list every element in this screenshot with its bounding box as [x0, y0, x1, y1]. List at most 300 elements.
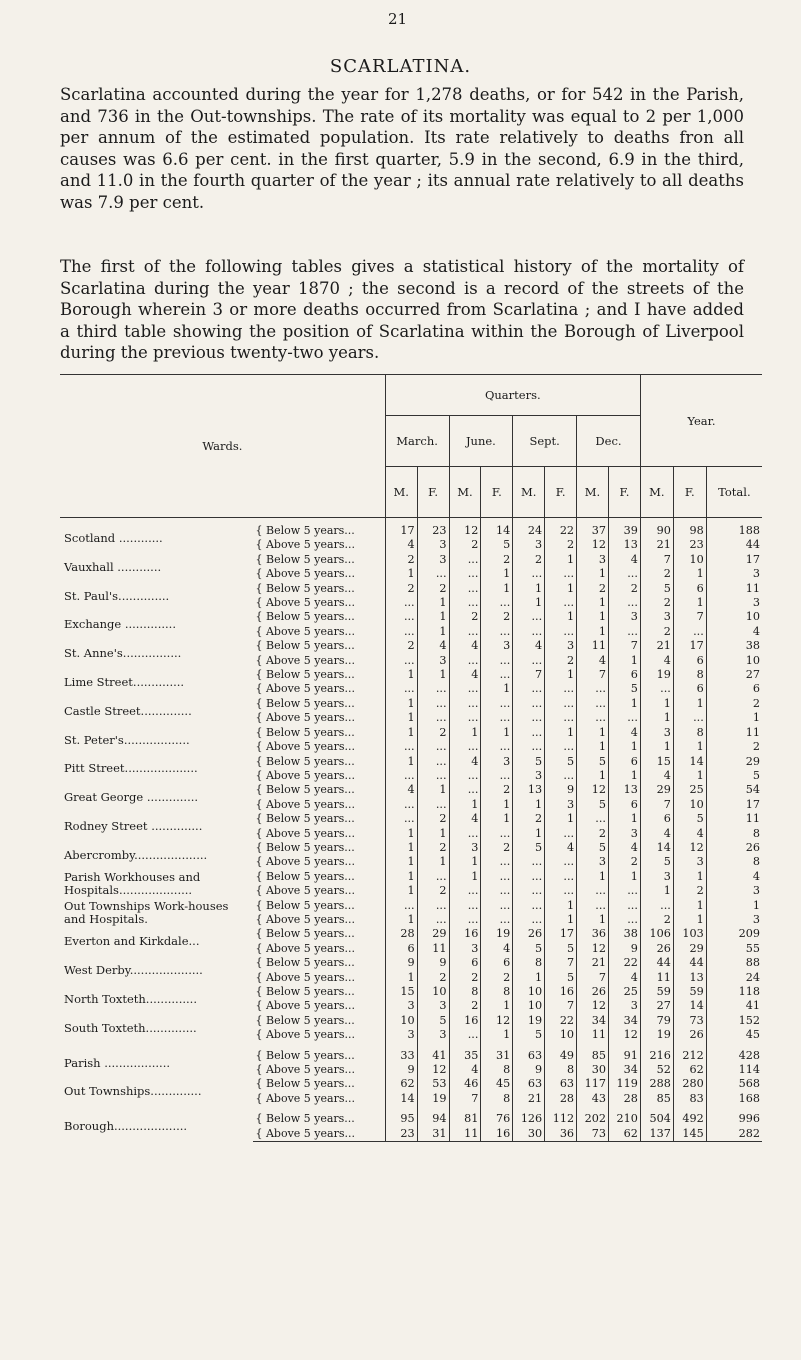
table-cell: 8 [449, 985, 481, 999]
age-label: { Below 5 years... [255, 725, 355, 739]
ward-name: Borough.................... [64, 1119, 188, 1134]
table-cell: 4 [449, 1063, 481, 1077]
age-label: { Below 5 years... [255, 812, 355, 826]
table-cell: ... [577, 682, 609, 696]
table-cell: 5 [608, 682, 640, 696]
table-cell: ... [385, 899, 417, 913]
table-cell: 24 [706, 971, 762, 985]
table-cell: 3 [608, 999, 640, 1013]
table-cell: 1 [385, 971, 417, 985]
table-cell: 1 [640, 697, 673, 711]
table-cell: 59 [673, 985, 706, 999]
table-row [60, 755, 762, 769]
table-cell: 1 [673, 596, 706, 610]
table-cell: 3 [385, 999, 417, 1013]
table-cell: 4 [449, 639, 481, 653]
ward-name: Parish .................. [64, 1055, 171, 1070]
table-cell: 34 [608, 1014, 640, 1028]
table-cell: 1 [706, 711, 762, 725]
table-cell: ... [640, 682, 673, 696]
ward-name: Scotland ............ [64, 530, 163, 545]
table-cell: 8 [481, 1092, 513, 1106]
table-cell: 12 [577, 783, 609, 797]
table-cell: ... [449, 567, 481, 581]
table-cell: ... [608, 596, 640, 610]
table-cell: 25 [673, 783, 706, 797]
table-cell: 103 [673, 927, 706, 941]
table-cell: 1 [577, 726, 609, 740]
table-cell: 1 [673, 567, 706, 581]
table-cell: ... [545, 884, 577, 898]
table-cell: 1 [608, 654, 640, 668]
table-cell: 53 [417, 1077, 449, 1091]
table-cell: 1 [673, 899, 706, 913]
table-cell: 2 [640, 913, 673, 927]
table-cell: ... [449, 654, 481, 668]
table-cell: ... [449, 769, 481, 783]
age-label: { Below 5 years... [255, 610, 355, 624]
m-col-header: M. [385, 467, 417, 518]
table-cell: 3 [673, 855, 706, 869]
table-cell: ... [513, 855, 545, 869]
table-cell: 2 [706, 740, 762, 754]
table-cell: 31 [417, 1127, 449, 1142]
quarters-header: Quarters. [385, 375, 640, 416]
table-cell: 37 [577, 524, 609, 538]
age-label: { Above 5 years... [255, 1091, 355, 1105]
table-cell: 1 [417, 827, 449, 841]
table-cell: 2 [449, 610, 481, 624]
table-cell: 2 [545, 538, 577, 552]
table-cell: 1 [608, 812, 640, 826]
table-cell: ... [513, 567, 545, 581]
age-label: { Above 5 years... [255, 1028, 355, 1042]
table-cell: ... [417, 711, 449, 725]
table-cell: 1 [577, 740, 609, 754]
table-cell: 1 [449, 726, 481, 740]
table-cell: 29 [673, 942, 706, 956]
table-cell: 17 [706, 553, 762, 567]
table-cell: 12 [673, 841, 706, 855]
table-cell: ... [481, 697, 513, 711]
table-cell: 4 [640, 827, 673, 841]
table-cell: 1 [481, 582, 513, 596]
table-row [60, 1014, 762, 1028]
table-cell: 7 [673, 610, 706, 624]
age-label: { Below 5 years... [255, 581, 355, 595]
table-cell: ... [385, 798, 417, 812]
table-cell: ... [481, 711, 513, 725]
age-label: { Above 5 years... [255, 653, 355, 667]
age-label: { Below 5 years... [255, 927, 355, 941]
table-cell: ... [449, 711, 481, 725]
age-label: { Above 5 years... [255, 567, 355, 581]
table-cell: 2 [577, 827, 609, 841]
table-cell: 49 [545, 1049, 577, 1063]
table-cell: 428 [706, 1049, 762, 1063]
table-cell: ... [449, 913, 481, 927]
table-cell: 21 [513, 1092, 545, 1106]
age-label: { Above 5 years... [253, 1127, 385, 1142]
age-label: { Above 5 years... [255, 682, 355, 696]
table-cell: 3 [513, 769, 545, 783]
table-cell: ... [640, 899, 673, 913]
table-cell: 35 [449, 1049, 481, 1063]
table-cell: 19 [640, 668, 673, 682]
table-cell: 17 [706, 798, 762, 812]
table-cell: 1 [385, 870, 417, 884]
table-cell: ... [481, 870, 513, 884]
table-row [60, 726, 762, 740]
table-cell: 568 [706, 1077, 762, 1091]
table-cell: 6 [481, 956, 513, 970]
table-cell: ... [481, 654, 513, 668]
quarter-sept: Sept. [513, 416, 577, 467]
table-cell: 54 [706, 783, 762, 797]
table-row [60, 841, 762, 855]
table-cell: 73 [673, 1014, 706, 1028]
table-cell: 12 [608, 1028, 640, 1042]
table-cell: 216 [640, 1049, 673, 1063]
table-row [60, 899, 762, 913]
table-cell: 1 [640, 740, 673, 754]
table-cell: ... [449, 553, 481, 567]
table-cell: 1 [513, 582, 545, 596]
table-cell: 4 [706, 625, 762, 639]
table-cell: 15 [385, 985, 417, 999]
table-cell: 3 [449, 942, 481, 956]
table-cell: ... [417, 870, 449, 884]
table-cell: 83 [673, 1092, 706, 1106]
age-label: { Above 5 years... [255, 999, 355, 1013]
table-cell: 2 [417, 582, 449, 596]
table-cell: 6 [449, 956, 481, 970]
table-cell: ... [449, 625, 481, 639]
table-cell: 29 [706, 755, 762, 769]
age-label: { Below 5 years... [255, 1112, 355, 1126]
table-cell: 1 [545, 899, 577, 913]
table-cell: ... [545, 567, 577, 581]
table-cell: 1 [385, 841, 417, 855]
table-cell: 46 [449, 1077, 481, 1091]
table-cell: 1 [417, 783, 449, 797]
table-cell: 22 [545, 1014, 577, 1028]
table-cell: 26 [577, 985, 609, 999]
table-cell: 9 [385, 956, 417, 970]
table-cell: 5 [577, 798, 609, 812]
table-cell: 4 [513, 639, 545, 653]
table-cell: 11 [449, 1127, 481, 1142]
table-cell: 1 [545, 726, 577, 740]
table-cell: 1 [608, 769, 640, 783]
table-cell: 95 [385, 1112, 417, 1126]
age-label: { Below 5 years... [255, 552, 355, 566]
table-cell: 2 [385, 582, 417, 596]
table-cell: 8 [673, 668, 706, 682]
table-cell: 10 [545, 1028, 577, 1042]
table-cell: 1 [449, 870, 481, 884]
table-cell: 4 [417, 639, 449, 653]
table-cell: 210 [608, 1112, 640, 1126]
table-cell: 2 [449, 538, 481, 552]
table-cell: ... [385, 740, 417, 754]
table-cell: 94 [417, 1112, 449, 1126]
table-cell: ... [385, 769, 417, 783]
table-cell: 3 [608, 610, 640, 624]
table-cell: 1 [545, 582, 577, 596]
table-cell: ... [481, 913, 513, 927]
table-cell: ... [417, 567, 449, 581]
table-cell: 2 [545, 654, 577, 668]
table-cell: 85 [640, 1092, 673, 1106]
table-cell: ... [608, 711, 640, 725]
table-cell: 8 [706, 827, 762, 841]
table-cell: ... [417, 682, 449, 696]
table-cell: ... [513, 711, 545, 725]
table-cell: 63 [513, 1049, 545, 1063]
table-cell: 38 [608, 927, 640, 941]
table-cell: 26 [673, 1028, 706, 1042]
m-col-header: M. [449, 467, 481, 518]
table-cell: 81 [449, 1112, 481, 1126]
table-row [60, 956, 762, 970]
table-cell: 6 [706, 682, 762, 696]
table-row [60, 582, 762, 596]
table-cell: ... [513, 740, 545, 754]
ward-name: North Toxteth.............. [64, 991, 197, 1006]
table-cell: 1 [513, 798, 545, 812]
table-cell: 1 [545, 913, 577, 927]
page-number: 21 [388, 10, 408, 28]
ward-name: Out Townships Work-houses and Hospitals. [64, 898, 229, 926]
table-cell: 44 [640, 956, 673, 970]
table-cell: 1 [513, 827, 545, 841]
table-cell: 8 [545, 1063, 577, 1077]
table-cell: 2 [706, 697, 762, 711]
table-cell: 4 [577, 654, 609, 668]
table-cell: 10 [673, 798, 706, 812]
table-cell: 11 [417, 942, 449, 956]
table-cell: 5 [417, 1014, 449, 1028]
total-col-header: Total. [706, 467, 762, 518]
table-cell: ... [481, 899, 513, 913]
table-cell: 2 [608, 582, 640, 596]
f-col-header: F. [417, 467, 449, 518]
table-cell: 15 [640, 755, 673, 769]
table-cell: 44 [706, 538, 762, 552]
table-cell: 2 [417, 971, 449, 985]
table-row [60, 524, 762, 538]
table-cell: 8 [673, 726, 706, 740]
table-cell: 19 [640, 1028, 673, 1042]
table-cell: 1 [385, 711, 417, 725]
age-label: { Below 5 years... [255, 1077, 355, 1091]
table-cell: 3 [640, 726, 673, 740]
table-cell: 2 [640, 567, 673, 581]
table-cell: 13 [608, 783, 640, 797]
table-cell: 7 [449, 1092, 481, 1106]
table-cell: 21 [640, 639, 673, 653]
table-cell: 2 [449, 971, 481, 985]
table-cell: 152 [706, 1014, 762, 1028]
table-cell: 2 [513, 553, 545, 567]
table-row [60, 610, 762, 624]
table-cell: 7 [577, 971, 609, 985]
table-cell: ... [545, 625, 577, 639]
table-cell: 1 [706, 899, 762, 913]
table-cell: ... [481, 740, 513, 754]
table-cell: 91 [608, 1049, 640, 1063]
table-cell: 3 [481, 755, 513, 769]
table-cell: 4 [608, 726, 640, 740]
table-cell: 43 [577, 1092, 609, 1106]
table-cell: 3 [640, 870, 673, 884]
table-cell: ... [513, 913, 545, 927]
table-cell: 10 [385, 1014, 417, 1028]
table-cell: 10 [513, 985, 545, 999]
table-row [60, 812, 762, 826]
table-cell: 7 [577, 668, 609, 682]
table-cell: 6 [608, 668, 640, 682]
table-row [60, 1077, 762, 1091]
table-cell: 5 [513, 841, 545, 855]
table-cell: ... [385, 596, 417, 610]
table-cell: ... [545, 870, 577, 884]
table-cell: 9 [545, 783, 577, 797]
age-label: { Above 5 years... [255, 711, 355, 725]
table-cell: 34 [608, 1063, 640, 1077]
table-cell: 5 [513, 755, 545, 769]
table-cell: 7 [545, 956, 577, 970]
table-cell: 4 [640, 769, 673, 783]
table-cell: 504 [640, 1112, 673, 1126]
table-cell: 1 [385, 827, 417, 841]
table-cell: 1 [545, 668, 577, 682]
table-cell: 8 [481, 1063, 513, 1077]
table-cell: ... [545, 740, 577, 754]
m-col-header: M. [577, 467, 609, 518]
table-cell: 114 [706, 1063, 762, 1077]
table-cell: 73 [577, 1127, 609, 1142]
age-label: { Below 5 years... [255, 1048, 355, 1062]
table-cell: 1 [385, 726, 417, 740]
table-cell: 6 [673, 654, 706, 668]
table-cell: 2 [417, 726, 449, 740]
table-cell: 3 [706, 913, 762, 927]
table-cell: 33 [385, 1049, 417, 1063]
table-cell: 62 [385, 1077, 417, 1091]
age-label: { Below 5 years... [255, 696, 355, 710]
table-cell: 492 [673, 1112, 706, 1126]
table-cell: 2 [673, 884, 706, 898]
table-cell: 3 [481, 639, 513, 653]
table-cell: 4 [385, 783, 417, 797]
table-cell: 16 [545, 985, 577, 999]
table-cell: 12 [417, 1063, 449, 1077]
table-row [60, 639, 762, 653]
table-cell: ... [545, 682, 577, 696]
table-cell: 212 [673, 1049, 706, 1063]
table-cell: 3 [545, 639, 577, 653]
table-cell: ... [385, 610, 417, 624]
table-cell: 11 [706, 582, 762, 596]
table-cell: 19 [513, 1014, 545, 1028]
table-cell: 8 [513, 956, 545, 970]
table-cell: 12 [577, 999, 609, 1013]
table-cell: 1 [481, 1028, 513, 1042]
table-cell: ... [385, 812, 417, 826]
table-cell: ... [608, 567, 640, 581]
table-cell: 3 [417, 999, 449, 1013]
table-cell: 7 [545, 999, 577, 1013]
ward-name: St. Peter's.................. [64, 732, 190, 747]
table-cell: ... [513, 654, 545, 668]
table-cell: 27 [706, 668, 762, 682]
table-cell: 168 [706, 1092, 762, 1106]
table-cell: 4 [608, 971, 640, 985]
m-col-header: M. [513, 467, 545, 518]
f-col-header: F. [545, 467, 577, 518]
table-cell: 1 [608, 697, 640, 711]
table-cell: 202 [577, 1112, 609, 1126]
table-cell: ... [449, 596, 481, 610]
table-cell: 4 [385, 538, 417, 552]
table-cell: 1 [481, 812, 513, 826]
table-cell: 16 [481, 1127, 513, 1142]
table-cell: ... [513, 899, 545, 913]
table-cell: 2 [481, 610, 513, 624]
table-cell: 22 [608, 956, 640, 970]
age-label: { Above 5 years... [255, 740, 355, 754]
table-cell: ... [608, 899, 640, 913]
table-cell: 288 [640, 1077, 673, 1091]
table-cell: ... [449, 1028, 481, 1042]
table-cell: 1 [385, 567, 417, 581]
table-row [60, 1049, 762, 1063]
table-cell: 62 [608, 1127, 640, 1142]
table-cell: 29 [417, 927, 449, 941]
ward-name: St. Anne's................ [64, 646, 182, 661]
table-cell: 79 [640, 1014, 673, 1028]
table-cell: 36 [577, 927, 609, 941]
table-cell: 9 [385, 1063, 417, 1077]
f-col-header: F. [673, 467, 706, 518]
table-cell: 2 [481, 553, 513, 567]
quarter-dec: Dec. [577, 416, 641, 467]
table-cell: 45 [706, 1028, 762, 1042]
table-cell: 1 [608, 740, 640, 754]
table-cell: ... [385, 654, 417, 668]
table-cell: ... [513, 610, 545, 624]
table-cell: 12 [577, 942, 609, 956]
table-cell: 1 [577, 567, 609, 581]
table-cell: ... [481, 769, 513, 783]
table-cell: 14 [640, 841, 673, 855]
table-cell: 1 [577, 610, 609, 624]
ward-name: St. Paul's.............. [64, 588, 170, 603]
table-cell: 106 [640, 927, 673, 941]
table-cell: 88 [706, 956, 762, 970]
table-cell: 44 [673, 956, 706, 970]
table-cell: 7 [640, 798, 673, 812]
table-cell: ... [545, 596, 577, 610]
table-cell: ... [577, 812, 609, 826]
table-cell: ... [449, 582, 481, 596]
table-cell: 3 [577, 855, 609, 869]
table-cell: 1 [417, 668, 449, 682]
ward-name: Vauxhall ............ [64, 559, 162, 574]
table-cell: 145 [673, 1127, 706, 1142]
